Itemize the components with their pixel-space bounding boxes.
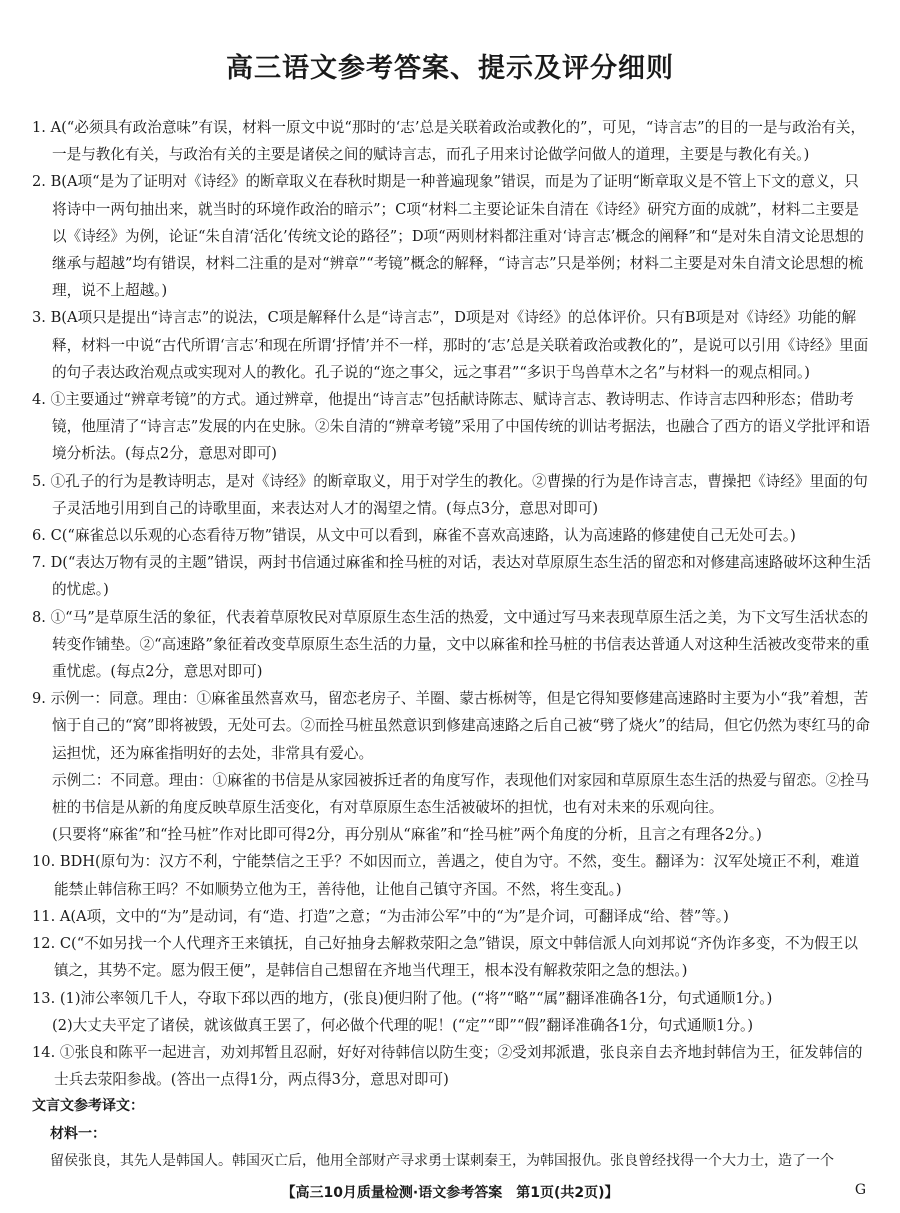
answer-scoring-note: (只要将“麻雀”和“拴马桩”作对比即可得2分，再分别从“麻雀”和“拴马桩”两个角度的分析，且言之有理各2分。) [52, 826, 762, 844]
answer-item-10 [32, 848, 872, 902]
material-label: 材料一： [50, 1125, 106, 1142]
answer-text: 2. B(A项“是为了证明对《诗经》的断章取义在春秋时期是一种普遍现象”错误，而是为了证明“断章取义是不管上下文的意义，只将诗中一两句抽出来，就当时的环境作政治的暗示”；C项“材料二主要论证朱自清在《诗经》研究方面的成就”，材料二主要是以《诗经》为例，论证“朱自清‘活化’传统文论的路径”；D项“两则材料都注重对‘诗言志’概念的阐释”和“是对朱自清文论思想的继承与超越”均有错误，材料二注重的是对“辨章”“考镜”概念的解释，“诗言志”只是举例；材料二主要是对朱自清文论思想的梳理，说不上超越。) [32, 173, 864, 300]
answer-item-11 [32, 903, 872, 930]
answer-item-12 [32, 930, 872, 984]
answer-item-4 [32, 386, 872, 468]
translation-text: 留侯张良，其先人是韩国人。韩国灭亡后，他用全部财产寻求勇士谋刺秦王，为韩国报仇。张良曾经找得一个大力士，造了一个 [50, 1152, 834, 1169]
answer-text: 9. 示例一：同意。理由：①麻雀虽然喜欢马，留恋老房子、羊圈、蒙古栎树等，但是它得知要修建高速路时主要为小“我”着想，苦恼于自己的“窝”即将被毁，无处可去。②而拴马桩虽然意识到修建高速路之后自己被“劈了烧火”的结局，但它仍然为枣红马的命运担忧，还为麻雀指明好的去处，非常具有爱心。 [32, 690, 870, 762]
answer-text: 11. A(A项，文中的“为”是动词，有“造、打造”之意；“为击沛公军”中的“为”是介词，可翻译成“给、替”等。) [32, 907, 729, 925]
answer-text: 12. C(“不如另找一个人代理齐王来镇抚，自己好抽身去解救荥阳之急”错误，原文中韩信派人向刘邦说“齐伪诈多变，不为假王以镇之，其势不定。愿为假王便”，是韩信自己想留在齐地当代理王，根本没有解救荥阳之急的想法。) [32, 935, 858, 980]
answer-text: 5. ①孔子的行为是教诗明志，是对《诗经》的断章取义，用于对学生的教化。②曹操的行为是作诗言志，曹操把《诗经》里面的句子灵活地引用到自己的诗歌里面，来表达对人才的渴望之情。(每点3分，意思对即可) [32, 472, 868, 517]
page-title: 高三语文参考答案、提示及评分细则 [226, 53, 674, 84]
answer-item-8 [32, 604, 872, 686]
answer-text: 7. D(“表达万物有灵的主题”错误，两封书信通过麻雀和拴马桩的对话，表达对草原原生态生活的留恋和对修建高速路破坏这种生活的忧虑。) [32, 554, 871, 599]
answer-item-1 [32, 114, 872, 168]
answer-text: 6. C(“麻雀总以乐观的心态看待万物”错误，从文中可以看到，麻雀不喜欢高速路，认为高速路的修建使自己无处可去。) [32, 527, 796, 545]
answer-text: 10. BDH(原句为：汉方不利，宁能禁信之王乎？不如因而立，善遇之，使自为守。不然，变生。翻译为：汉军处境正不利，难道能禁止韩信称王吗？不如顺势立他为王，善待他，让他自己镇守齐国。不然，将生变乱。) [32, 853, 860, 898]
answer-item-14 [32, 1039, 872, 1093]
answer-item-9 [32, 685, 872, 848]
answer-text: 4. ①主要通过“辨章考镜”的方式。通过辨章，他提出“诗言志”包括献诗陈志、赋诗言志、教诗明志、作诗言志四种形态；借助考镜，他厘清了“诗言志”发展的内在史脉。②朱自清的“辨章考镜”采用了中国传统的训诂考据法，也融合了西方的语义学批评和语境分析法。(每点2分，意思对即可) [32, 391, 870, 463]
footer-code: G [854, 1182, 866, 1198]
answer-text: 3. B(A项只是提出“诗言志”的说法，C项是解释什么是“诗言志”，D项是对《诗经》的总体评价。只有B项是对《诗经》功能的解释，材料一中说“古代所谓‘言志’和现在所谓‘抒情’并不一样，那时的‘志’总是关联着政治或教化的”，是说可以引用《诗经》里面的句子表达政治观点或实现对人的教化。孔子说的“迩之事父，远之事君”“多识于鸟兽草木之名”与材料一的观点相同。) [32, 309, 869, 381]
answer-item-3 [32, 304, 872, 386]
answer-item-5 [32, 468, 872, 522]
answer-item-7 [32, 549, 872, 603]
answer-text: 1. A(“必须具有政治意味”有误，材料一原文中说“那时的‘志’总是关联着政治或教化的”，可见，“诗言志”的目的一是与政治有关，一是与教化有关，与政治有关的主要是诸侯之间的赋诗言志，而孔子用来讨论做学问做人的道理，主要是与教化有关。) [32, 119, 866, 164]
answer-text: 13. (1)沛公率领几千人，夺取下邳以西的地方，(张良)便归附了他。(“将”“略”“属”翻译准确各1分，句式通顺1分。) [32, 989, 773, 1007]
answer-item-13 [32, 985, 872, 1039]
answer-text-part-two: (2)大丈夫平定了诸侯，就该做真王罢了，何必做个代理的呢！(“定”“即”“假”翻译准确各1分，句式通顺1分。) [52, 1016, 754, 1034]
translation-section [32, 1093, 872, 1175]
answer-text-example-two: 示例二：不同意。理由：①麻雀的书信是从家园被拆迁者的角度写作，表现他们对家园和草原原生态生活的热爱与留恋。②拴马桩的书信是从新的角度反映草原生活变化，有对草原原生态生活被破坏的担忧，也有对未来的乐观向往。 [52, 771, 870, 817]
answer-text: 8. ①“马”是草原生活的象征，代表着草原牧民对草原原生态生活的热爱，文中通过写马来表现草原生活之美，为下文写生活状态的转变作铺垫。②“高速路”象征着改变草原原生态生活的力量，文中以麻雀和拴马桩的书信表达普通人对这种生活被改变带来的重重忧虑。(每点2分，意思对即可) [32, 608, 870, 681]
translation-heading: 文言文参考译文： [32, 1098, 144, 1115]
answer-item-6 [32, 522, 872, 549]
page-footer: 【高三10月质量检测·语文参考答案 第1页(共2页)】 [281, 1185, 619, 1201]
answer-text: 14. ①张良和陈平一起进言，劝刘邦暂且忍耐，好好对待韩信以防生变；②受刘邦派遣，张良亲自去齐地封韩信为王，征发韩信的士兵去荥阳参战。(答出一点得1分，两点得3分，意思对即可) [32, 1043, 863, 1089]
answer-item-2 [32, 168, 872, 304]
answer-list [32, 114, 872, 1175]
